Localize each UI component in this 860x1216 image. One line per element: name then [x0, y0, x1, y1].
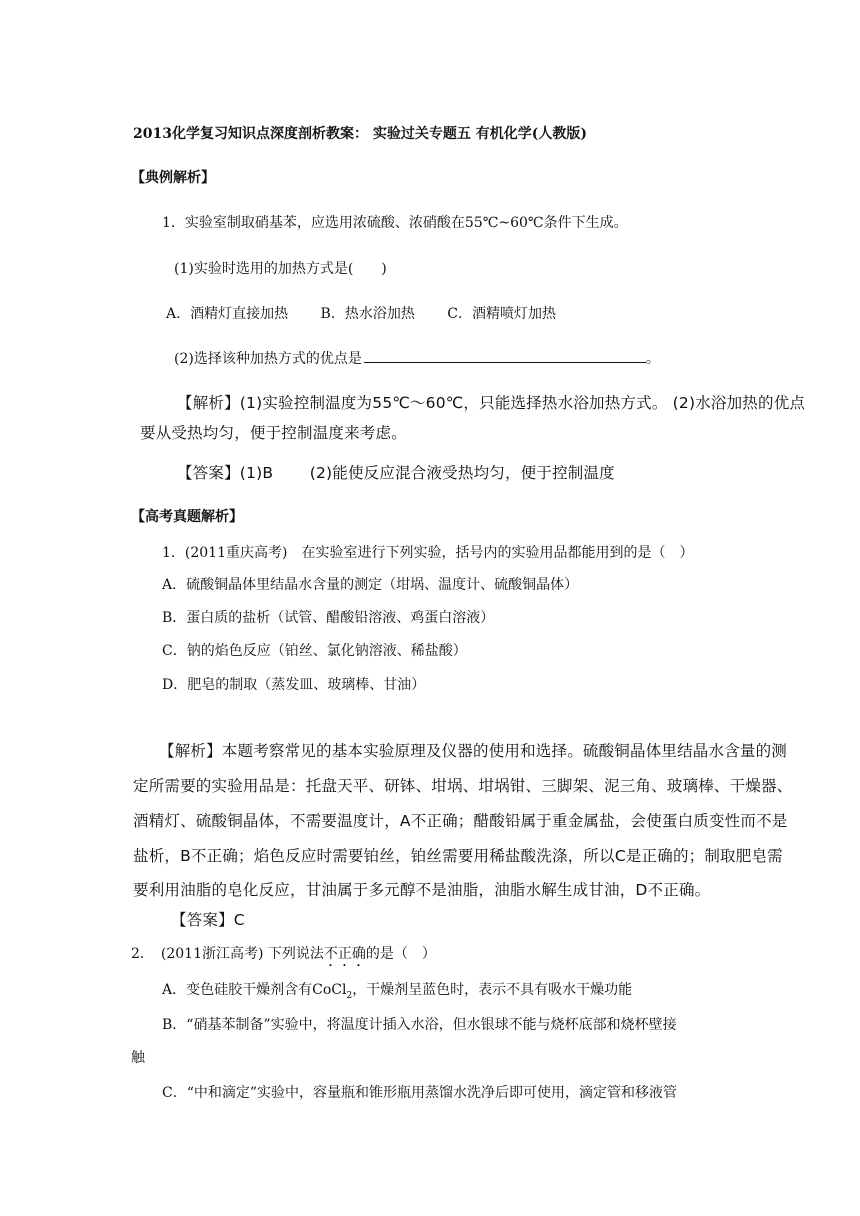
- part-2-text: (2)选择该种加热方式的优点是: [174, 351, 362, 367]
- section-heading-typical-examples: 【典例解析】: [131, 170, 215, 186]
- exam-analysis-line-2: 定所需要的实验用品是：托盘天平、研钵、坩埚、坩埚钳、三脚架、泥三角、玻璃棒、干燥器、: [133, 777, 793, 795]
- exam-question-2-option-c: C．“中和滴定”实验中，容量瓶和锥形瓶用蒸馏水洗净后即可使用，滴定管和移液管: [162, 1085, 678, 1101]
- exam-analysis-line-4: 盐析，B不正确；焰色反应时需要铂丝，铂丝需要用稀盐酸洗涤，所以C是正确的；制取肥皂需: [133, 847, 783, 865]
- exam-analysis-line-5: 要利用油脂的皂化反应，甘油属于多元醇不是油脂，油脂水解生成甘油，D不正确。: [133, 881, 711, 899]
- exam-analysis-line-3: 酒精灯、硫酸铜晶体，不需要温度计，A不正确；醋酸铅属于重金属盐，会使蛋白质变性而不是: [133, 812, 788, 830]
- example-analysis-line-2: 要从受热均匀，便于控制温度来考虑。: [140, 424, 407, 442]
- example-analysis-line-1: 【解析】(1)实验控制温度为55℃～60℃，只能选择热水浴加热方式。 (2)水浴加热的优点: [177, 394, 806, 412]
- example-answer: 【答案】(1)B (2)能使反应混合液受热均匀，便于控制温度: [177, 464, 615, 482]
- exam-question-2: [131, 944, 436, 970]
- answer-blank: [364, 348, 646, 363]
- example-question-1-part-2: [174, 348, 660, 369]
- exam-question-1-option-b: B．蛋白质的盐析（试管、醋酸铅溶液、鸡蛋白溶液）: [162, 610, 495, 626]
- example-question-1: 1．实验室制取硝基苯，应选用浓硫酸、浓硝酸在55℃~60℃条件下生成。: [162, 215, 628, 231]
- part-2-end: 。: [645, 351, 660, 367]
- exam-question-2-option-b-line-1: B．“硝基苯制备”实验中，将温度计插入水浴，但水银球不能与烧杯底部和烧杯壁接: [162, 1017, 677, 1033]
- exam-question-1-option-c: C．钠的焰色反应（铂丝、氯化钠溶液、稀盐酸）: [162, 643, 467, 659]
- option-a-suffix: ，干燥剂呈蓝色时，表示不具有吸水干燥功能: [352, 982, 633, 998]
- exam-question-1-option-a: A．硫酸铜晶体里结晶水含量的测定（坩埚、温度计、硫酸铜晶体）: [162, 577, 579, 593]
- example-question-1-part-1: (1)实验时选用的加热方式是( ): [174, 261, 387, 277]
- section-heading-exam-questions: 【高考真题解析】: [131, 509, 243, 525]
- document-title: 2013化学复习知识点深度剖析教案： 实验过关专题五 有机化学(人教版): [133, 126, 587, 142]
- example-question-1-options: A．酒精灯直接加热 B．热水浴加热 C．酒精喷灯加热: [166, 306, 557, 322]
- exam-question-2-option-a: [162, 980, 632, 1006]
- emphasized-negation: 不正确: [323, 946, 366, 962]
- subscript-2: 2: [346, 990, 353, 1001]
- exam-question-1-option-d: D．肥皂的制取（蒸发皿、玻璃棒、甘油）: [162, 677, 426, 693]
- question-2-suffix: 的是（ ）: [365, 946, 436, 962]
- exam-question-1: 1．(2011重庆高考) 在实验室进行下列实验，括号内的实验用品都能用到的是（ ）: [162, 545, 694, 561]
- question-2-prefix: 2． (2011浙江高考) 下列说法: [131, 946, 324, 962]
- exam-question-2-option-b-line-2: 触: [131, 1050, 145, 1066]
- exam-answer: 【答案】C: [171, 911, 245, 929]
- exam-analysis-line-1: 【解析】本题考察常见的基本实验原理及仪器的使用和选择。硫酸铜晶体里结晶水含量的测: [159, 742, 788, 760]
- option-a-prefix: A．变色硅胶干燥剂含有CoCl: [162, 982, 347, 998]
